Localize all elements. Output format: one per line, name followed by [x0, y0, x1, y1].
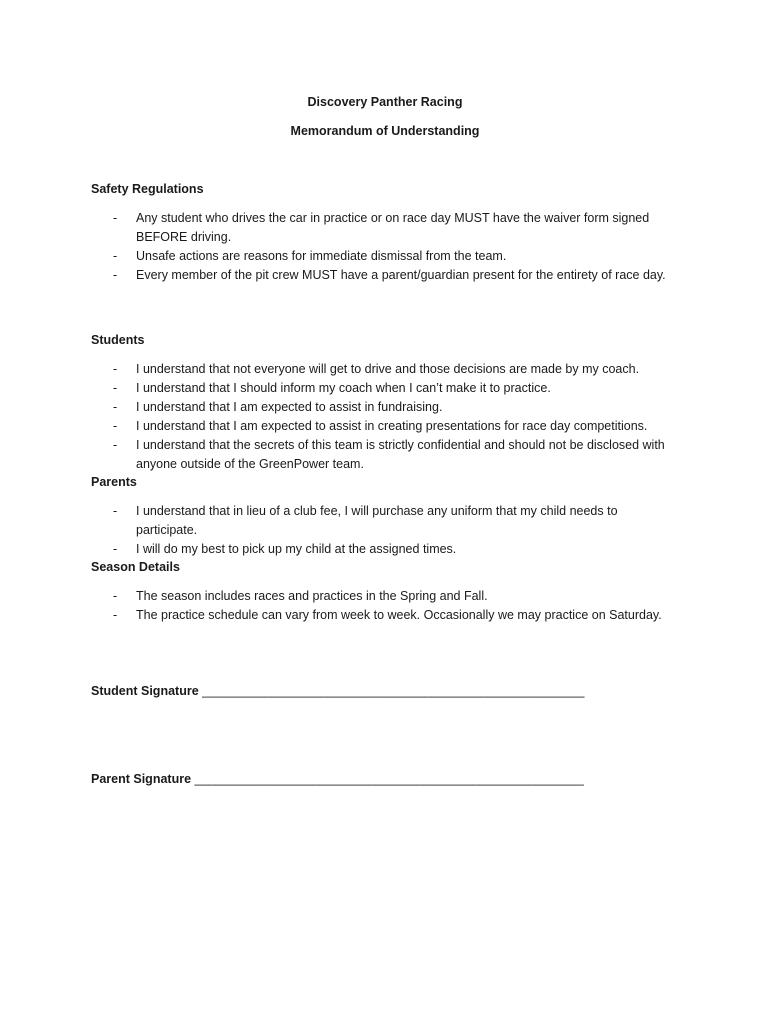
list-item-text: I understand that I am expected to assist in fundraising. [136, 400, 443, 414]
student-signature-label: Student Signature [91, 684, 199, 698]
list-item [91, 436, 681, 474]
bullet-dash: - [113, 438, 118, 452]
bullet-dash: - [113, 362, 118, 376]
bullet-dash: - [113, 589, 118, 603]
season-list [91, 587, 681, 625]
list-item-text: I will do my best to pick up my child at the assigned times. [136, 542, 457, 556]
list-item [91, 379, 681, 398]
student-signature-blank[interactable]: _______________________________________________________ [202, 684, 585, 698]
bullet-dash: - [113, 211, 118, 225]
section-heading-parents: Parents [91, 475, 137, 489]
parent-signature-line[interactable] [91, 772, 584, 786]
list-item [91, 209, 681, 247]
student-signature-line[interactable] [91, 684, 585, 698]
list-item [91, 502, 681, 540]
bullet-dash: - [113, 419, 118, 433]
students-list [91, 360, 681, 474]
bullet-dash: - [113, 542, 118, 556]
section-heading-season: Season Details [91, 560, 180, 574]
list-item [91, 360, 681, 379]
list-item [91, 540, 681, 559]
list-item-text: I understand that not everyone will get to drive and those decisions are made by my coach. [136, 362, 640, 376]
list-item-text: Any student who drives the car in practice or on race day MUST have the waiver form signed BEFORE driving. [136, 211, 650, 244]
bullet-dash: - [113, 249, 118, 263]
section-heading-students: Students [91, 333, 145, 347]
list-item-text: I understand that the secrets of this team is strictly confidential and should not be disclosed with anyone outside of the GreenPower team. [136, 438, 665, 471]
parent-signature-label: Parent Signature [91, 772, 192, 786]
bullet-dash: - [113, 608, 118, 622]
safety-list [91, 209, 681, 285]
bullet-dash: - [113, 504, 118, 518]
list-item-text: I understand that I should inform my coach when I can’t make it to practice. [136, 381, 551, 395]
document-title: Memorandum of Understanding [290, 124, 480, 138]
bullet-dash: - [113, 268, 118, 282]
list-item [91, 247, 681, 266]
list-item-text: Every member of the pit crew MUST have a parent/guardian present for the entirety of race day. [136, 268, 666, 282]
list-item [91, 417, 681, 436]
section-heading-safety: Safety Regulations [91, 182, 204, 196]
bullet-dash: - [113, 381, 118, 395]
list-item [91, 587, 681, 606]
parents-list [91, 502, 681, 559]
list-item [91, 398, 681, 417]
list-item-text: I understand that I am expected to assist in creating presentations for race day competitions. [136, 419, 648, 433]
parent-signature-blank[interactable]: ________________________________________________________ [194, 772, 584, 786]
bullet-dash: - [113, 400, 118, 414]
list-item [91, 266, 681, 285]
list-item-text: The practice schedule can vary from week to week. Occasionally we may practice on Saturday. [136, 608, 662, 622]
list-item [91, 606, 681, 625]
org-title: Discovery Panther Racing [307, 95, 463, 109]
list-item-text: Unsafe actions are reasons for immediate dismissal from the team. [136, 249, 507, 263]
list-item-text: The season includes races and practices in the Spring and Fall. [136, 589, 488, 603]
list-item-text: I understand that in lieu of a club fee, I will purchase any uniform that my child needs to participate. [136, 504, 618, 537]
